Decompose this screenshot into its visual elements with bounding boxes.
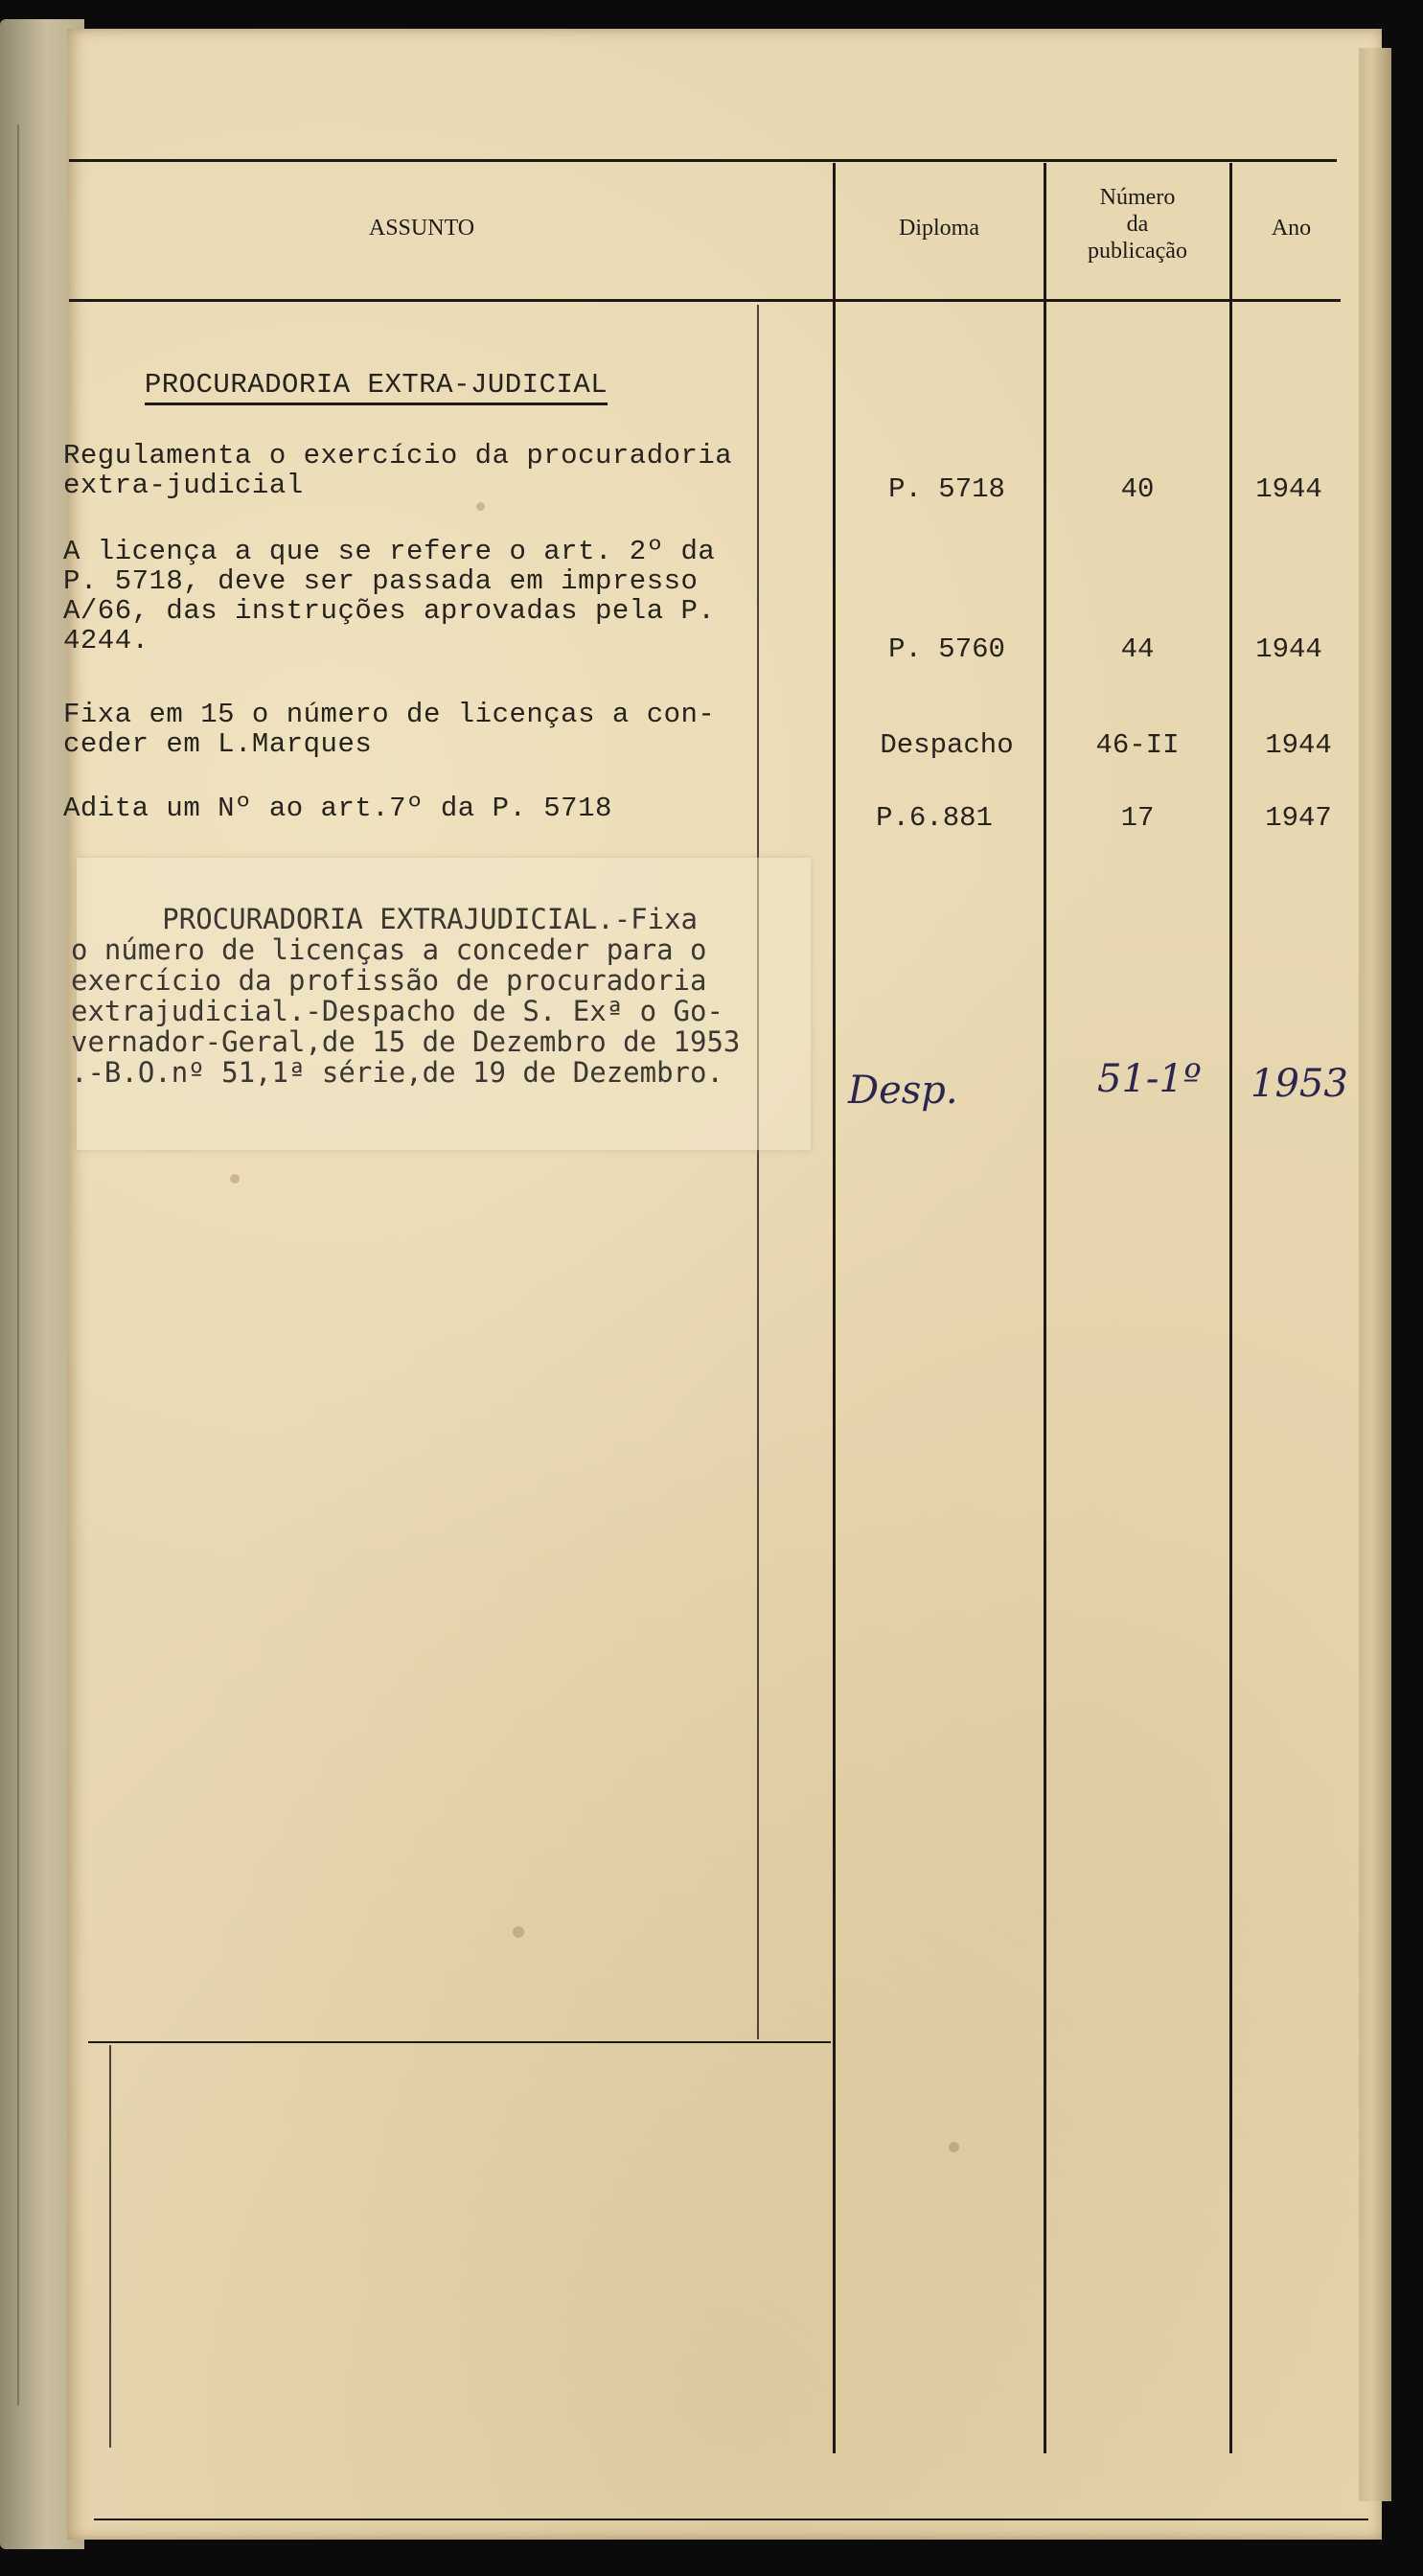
paper-stain bbox=[230, 1174, 240, 1184]
row-3-assunto: Fixa em 15 o número de licenças a con- ceder em L.Marques bbox=[63, 699, 716, 760]
row-4-ano: 1947 bbox=[1265, 802, 1332, 834]
section-title bbox=[110, 340, 608, 400]
page-stack-edge bbox=[1359, 48, 1391, 2501]
clipping-line: o número de licenças a conceder para o bbox=[71, 933, 707, 966]
row-1-ano: 1944 bbox=[1255, 473, 1322, 505]
column-divider-numero bbox=[1229, 163, 1232, 2453]
bottom-rule bbox=[94, 2518, 1368, 2520]
row-3-diploma: Despacho bbox=[880, 729, 1014, 761]
assunto-margin-rule bbox=[757, 305, 759, 2039]
paper-stain bbox=[513, 1926, 524, 1938]
document-page bbox=[67, 29, 1382, 2540]
handwritten-numero: 51-1º bbox=[1097, 1057, 1202, 1101]
paper-stain bbox=[949, 2142, 959, 2152]
handwritten-ano: 1953 bbox=[1251, 1062, 1348, 1106]
section-title-text: PROCURADORIA EXTRA-JUDICIAL bbox=[145, 369, 608, 405]
clipping-line: extrajudicial.-Despacho de S. Exª o Go- bbox=[71, 995, 723, 1027]
row-1-assunto: Regulamenta o exercício da procuradoria extra-judicial bbox=[63, 440, 733, 501]
header-diploma: Diploma bbox=[899, 216, 979, 241]
header-rule-right bbox=[833, 299, 1341, 302]
row-2-diploma: P. 5760 bbox=[888, 633, 1005, 665]
column-divider-diploma bbox=[1044, 163, 1046, 2453]
header-rule-left bbox=[69, 299, 833, 302]
row-4-numero: 17 bbox=[1120, 802, 1155, 834]
lower-rule bbox=[88, 2041, 831, 2043]
row-2-assunto: A licença a que se refere o art. 2º da P. 5718, deve ser passada em impresso A/66, das instruções aprovadas pela P. 4244. bbox=[63, 536, 716, 656]
row-4-diploma: P.6.881 bbox=[876, 802, 993, 834]
row-2-numero: 44 bbox=[1120, 633, 1155, 665]
row-3-numero: 46-II bbox=[1095, 729, 1180, 761]
header-numero: Número da publicação bbox=[1088, 185, 1187, 264]
top-rule bbox=[69, 159, 1337, 162]
row-1-diploma: P. 5718 bbox=[888, 473, 1005, 505]
clipping-line: .-B.O.nº 51,1ª série,de 19 de Dezembro. bbox=[71, 1056, 723, 1089]
row-2-ano: 1944 bbox=[1255, 633, 1322, 665]
paper-stain bbox=[476, 502, 485, 511]
clipping-line: PROCURADORIA EXTRAJUDICIAL.-Fixa bbox=[79, 903, 699, 935]
clipping-line: vernador-Geral,de 15 de Dezembro de 1953 bbox=[71, 1025, 741, 1058]
row-1-numero: 40 bbox=[1120, 473, 1155, 505]
header-ano: Ano bbox=[1271, 216, 1312, 241]
clipping-line: exercício da profissão de procuradoria bbox=[71, 964, 707, 997]
row-3-ano: 1944 bbox=[1265, 729, 1332, 761]
lower-left-rule bbox=[109, 2045, 111, 2448]
header-assunto: ASSUNTO bbox=[368, 216, 475, 241]
handwritten-diploma: Desp. bbox=[848, 1069, 958, 1113]
row-4-assunto: Adita um Nº ao art.7º da P. 5718 bbox=[63, 793, 612, 824]
column-divider-assunto bbox=[833, 163, 836, 2453]
